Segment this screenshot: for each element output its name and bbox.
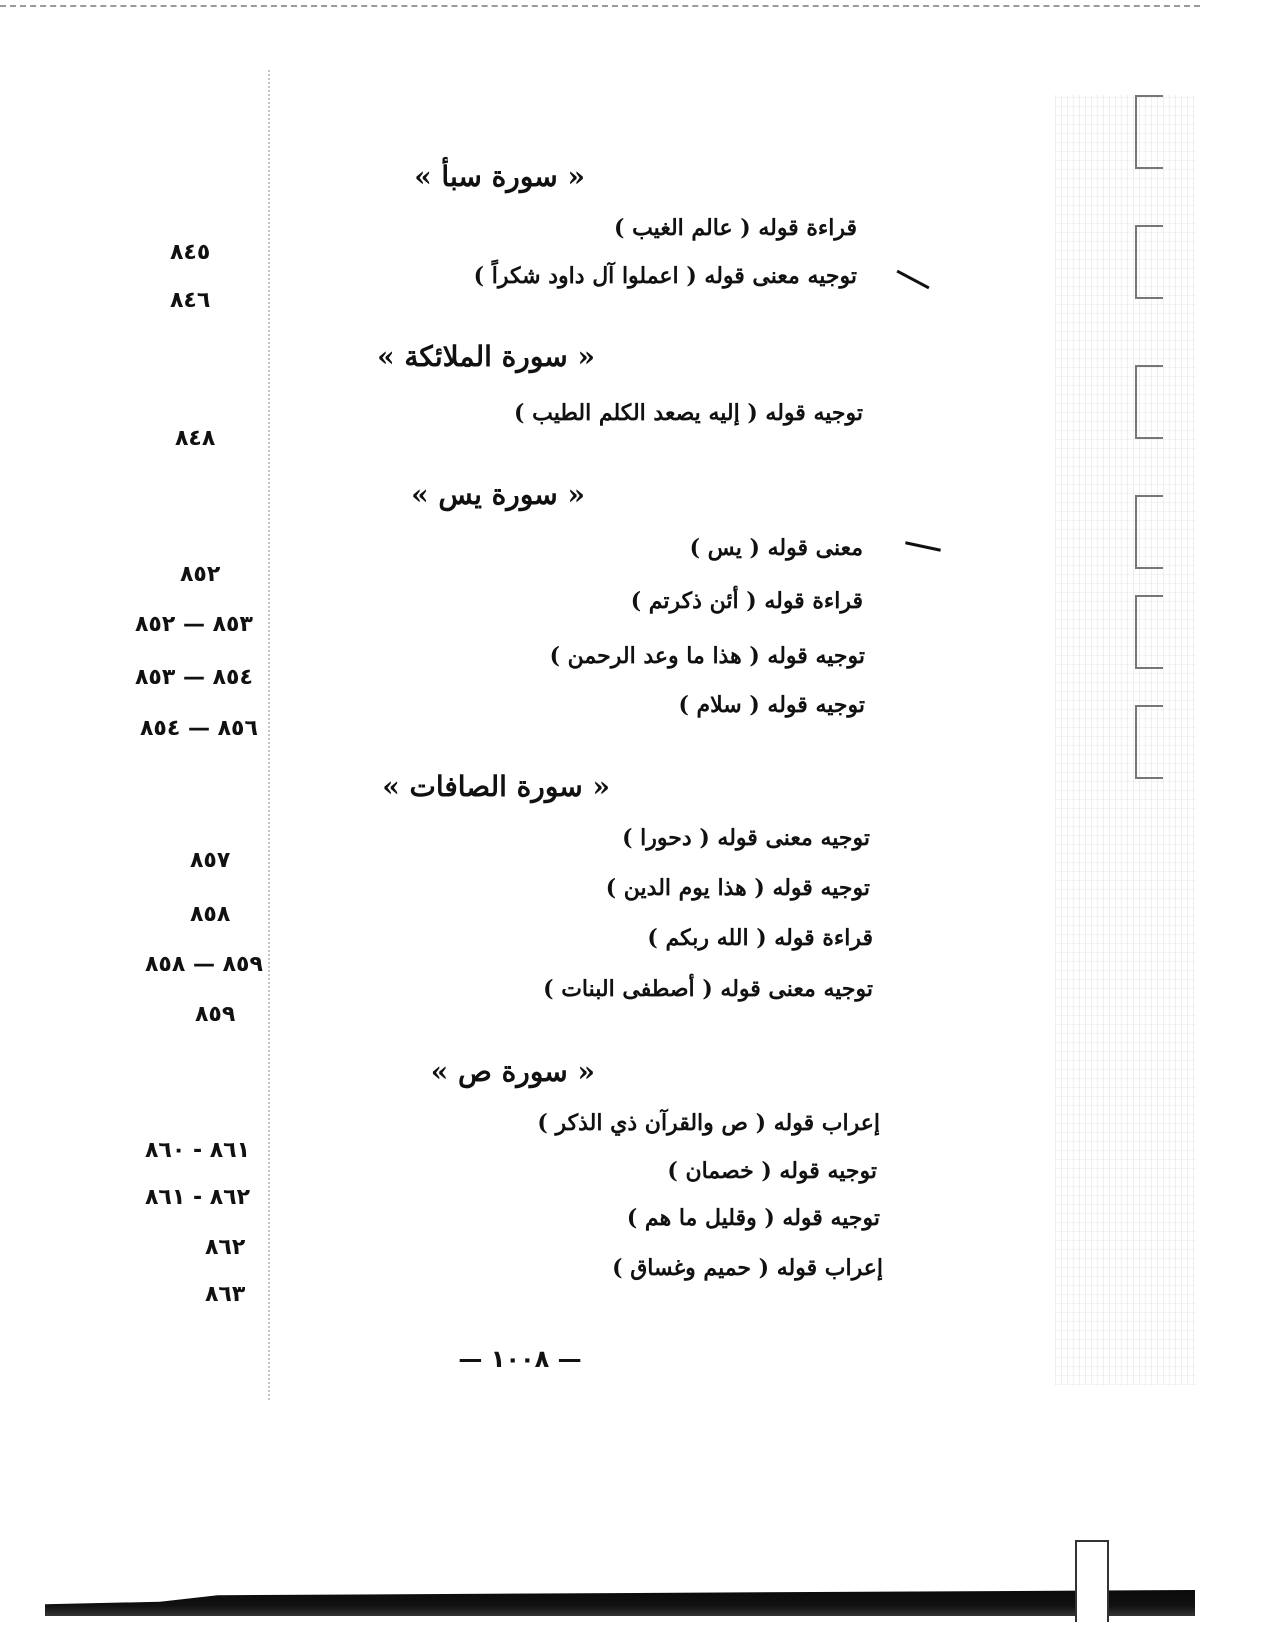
toc-entry-text: معنى قوله ( يس ) [689,535,863,561]
toc-entry-page: ٨٦٢ [205,1235,246,1260]
margin-tick-mark [896,270,929,290]
top-border [0,5,1200,7]
toc-entry-text: توجيه قوله ( هذا ما وعد الرحمن ) [549,643,865,669]
toc-entry-text: قراءة قوله ( عالم الغيب ) [614,215,857,241]
scanned-page-edge [1055,95,1195,1385]
toc-entry-text: إعراب قوله ( حميم وغساق ) [612,1255,883,1281]
toc-entry-text: توجيه معنى قوله ( اعملوا آل داود شكراً ) [473,263,857,289]
toc-entry-page: ٨٦٣ [205,1282,246,1307]
margin-tick-mark [905,541,941,551]
edge-mark [1135,595,1163,669]
toc-entry-page: ٨٥٧ [190,848,231,873]
section-heading: « سورة الصافات » [382,770,610,803]
edge-mark [1135,225,1163,299]
dotted-guide [268,70,330,1400]
toc-entry-text: توجيه قوله ( خصمان ) [667,1158,877,1184]
scan-bottom-band [45,1590,1195,1616]
scan-page-curl [1075,1540,1109,1622]
toc-entry-page: ٨٤٥ [170,240,211,265]
toc-entry-page: ٨٥٤ — ٨٥٣ [135,665,253,690]
page-number: — ١٠٠٨ — [458,1345,582,1373]
edge-mark [1135,95,1163,169]
toc-entry-text: توجيه قوله ( وقليل ما هم ) [626,1205,880,1231]
section-heading: « سورة ص » [430,1055,595,1088]
toc-entry-text: توجيه قوله ( هذا يوم الدين ) [605,875,870,901]
toc-entry-page: ٨٥٨ [190,902,231,927]
toc-entry-text: توجيه معنى قوله ( دحورا ) [622,825,870,851]
toc-entry-page: ٨٥٩ — ٨٥٨ [145,952,263,977]
section-heading: « سورة يس » [411,478,585,511]
toc-entry-text: توجيه قوله ( سلام ) [678,692,865,718]
toc-entry-text: قراءة قوله ( أئن ذكرتم ) [630,588,863,614]
edge-mark [1135,705,1163,779]
toc-entry-text: قراءة قوله ( الله ربكم ) [647,925,873,951]
toc-entry-text: توجيه قوله ( إليه يصعد الكلم الطيب ) [514,400,863,426]
section-heading: « سورة سبأ » [414,160,585,193]
toc-entry-page: ٨٤٦ [170,288,211,313]
toc-entry-text: توجيه معنى قوله ( أصطفى البنات ) [543,976,873,1002]
toc-entry-text: إعراب قوله ( ص والقرآن ذي الذكر ) [537,1110,880,1136]
toc-entry-page: ٨٦٢ - ٨٦١ [145,1185,251,1210]
toc-entry-page: ٨٦١ - ٨٦٠ [145,1138,251,1163]
edge-mark [1135,365,1163,439]
toc-entry-page: ٨٥٢ [180,562,221,587]
toc-entry-page: ٨٤٨ [175,426,216,451]
toc-entry-page: ٨٥٣ — ٨٥٢ [135,612,253,637]
toc-entry-page: ٨٥٩ [195,1002,236,1027]
toc-entry-page: ٨٥٦ — ٨٥٤ [140,716,258,741]
section-heading: « سورة الملائكة » [377,340,595,373]
edge-mark [1135,495,1163,569]
